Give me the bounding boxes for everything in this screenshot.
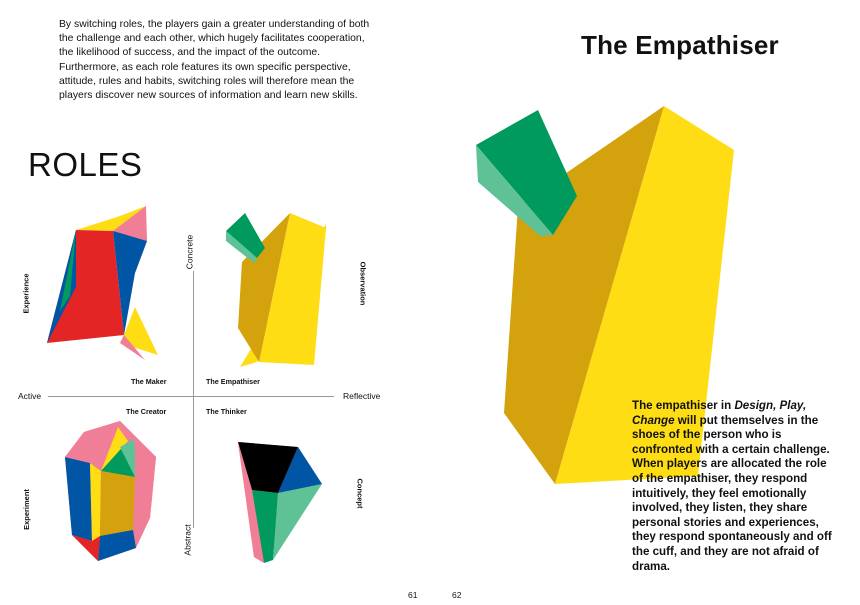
quadrant-label-thinker: The Thinker bbox=[206, 407, 247, 416]
body-text-rest: will put themselves in the shoes of the person who is confronted with a certain challenge. When players are allocated the role of the empathiser, they respond intuitively, they feel emotionally involved, they listen, they share personal stories and experiences, they respond spontaneously and off the cuff, and they are not afraid of drama. bbox=[632, 413, 832, 573]
body-text-intro: The empathiser in bbox=[632, 399, 735, 412]
page-number-right: 62 bbox=[452, 590, 462, 600]
empathiser-shape-icon bbox=[222, 210, 332, 370]
axis-label-reflective: Reflective bbox=[343, 391, 381, 401]
roles-title: ROLES bbox=[28, 146, 143, 183]
maker-shape-icon bbox=[40, 203, 165, 363]
vertical-axis bbox=[193, 271, 194, 528]
quadrant-label-maker: The Maker bbox=[131, 377, 167, 386]
empathiser-title: The Empathiser bbox=[581, 30, 779, 60]
creator-shape-icon bbox=[60, 417, 160, 567]
side-label-experiment: Experiment bbox=[21, 489, 31, 530]
quadrant-label-creator: The Creator bbox=[126, 407, 167, 416]
horizontal-axis bbox=[48, 396, 334, 397]
axis-label-concrete: Concrete bbox=[184, 234, 195, 270]
axis-label-abstract: Abstract bbox=[182, 524, 193, 556]
roles-diagram bbox=[0, 195, 430, 575]
side-label-observation: Observation bbox=[358, 261, 368, 306]
intro-paragraph: By switching roles, the players gain a greater understanding of both the challenge and each other, which hugely facilitates cooperation, the likelihood of success, and the impact of the outcome. Furthermore, as each role features its own specific perspective, attitude, rules and habits, switching roles will therefore mean the players discover new sources of information and learn new skills. bbox=[59, 19, 370, 102]
axis-label-active: Active bbox=[18, 391, 42, 401]
right-page bbox=[430, 0, 860, 605]
side-label-experience: Experience bbox=[21, 273, 31, 314]
page-number-left: 61 bbox=[408, 590, 418, 600]
side-label-concept: Concept bbox=[355, 478, 365, 509]
quadrant-label-empathiser: The Empathiser bbox=[206, 377, 260, 386]
thinker-shape-icon bbox=[232, 439, 332, 569]
empathiser-body-text bbox=[632, 399, 832, 574]
book-title-italic: Design, Play, Change bbox=[632, 399, 807, 427]
